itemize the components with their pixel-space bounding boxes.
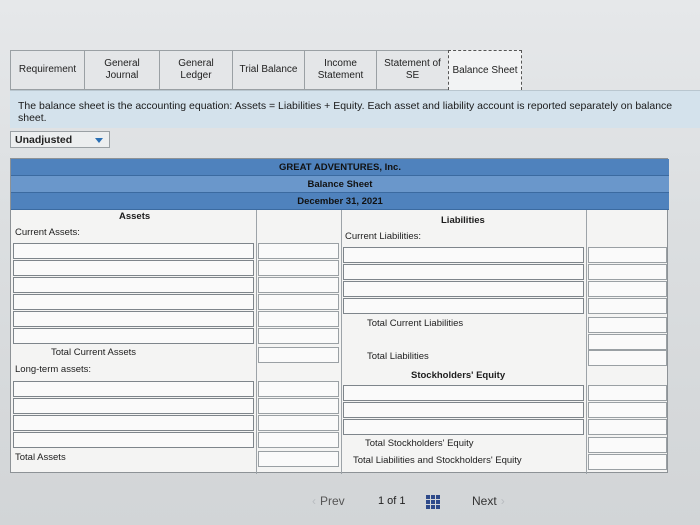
statement-title: Balance Sheet [11, 176, 669, 193]
asset-amount-input[interactable] [258, 277, 339, 293]
total-current-assets-input[interactable] [258, 347, 339, 363]
balance-sheet [10, 158, 668, 473]
asset-account-input[interactable] [13, 294, 254, 310]
equity-amount-input[interactable] [588, 402, 667, 418]
liability-account-input[interactable] [343, 298, 584, 314]
equity-amount-input[interactable] [588, 419, 667, 435]
current-liabilities-label: Current Liabilities: [345, 231, 422, 242]
asset-amount-input[interactable] [258, 311, 339, 327]
tab-requirement[interactable]: Requirement [10, 50, 84, 90]
asset-amount-input[interactable] [258, 294, 339, 310]
total-stockholders-equity-label: Total Stockholders' Equity [365, 438, 474, 449]
liability-amount-input[interactable] [588, 247, 667, 263]
stockholders-equity-header: Stockholders' Equity [411, 370, 506, 381]
page-indicator: 1 of 1 [378, 495, 406, 507]
asset-account-input[interactable] [13, 243, 254, 259]
prev-button[interactable]: ‹ Prev [312, 494, 345, 508]
tab-general-ledger[interactable]: General Ledger [159, 50, 232, 90]
asset-account-input[interactable] [13, 260, 254, 276]
long-term-assets-label: Long-term assets: [15, 364, 92, 375]
chevron-left-icon: ‹ [312, 494, 316, 508]
tab-statement-of-se[interactable]: Statement of SE [376, 50, 448, 90]
liability-account-input[interactable] [343, 264, 584, 280]
asset-account-input[interactable] [13, 328, 254, 344]
pager [300, 490, 530, 514]
total-liabilities-label: Total Liabilities [367, 351, 429, 362]
total-current-liabilities-input[interactable] [588, 317, 667, 333]
liability-amount-input[interactable] [588, 281, 667, 297]
current-assets-label: Current Assets: [15, 227, 80, 238]
instruction-text: The balance sheet is the accounting equation: Assets = Liabilities + Equity. Each asset and liability account is reported separately on balance sheet. [18, 100, 673, 124]
equity-account-input[interactable] [343, 402, 584, 418]
tab-trial-balance[interactable]: Trial Balance [232, 50, 304, 90]
total-assets-label: Total Assets [15, 452, 66, 463]
equity-amount-input[interactable] [588, 385, 667, 401]
asset-account-input[interactable] [13, 398, 254, 414]
company-name: GREAT ADVENTURES, Inc. [11, 159, 669, 176]
grid-icon[interactable] [426, 495, 440, 509]
liability-amount-input[interactable] [588, 298, 667, 314]
total-stockholders-equity-input[interactable] [588, 437, 667, 453]
chevron-right-icon: › [500, 494, 505, 508]
tab-balance-sheet[interactable]: Balance Sheet [448, 50, 522, 90]
tab-bar [10, 50, 522, 90]
asset-account-input[interactable] [13, 311, 254, 327]
total-current-assets-label: Total Current Assets [51, 347, 137, 358]
total-liabilities-and-equity-label: Total Liabilities and Stockholders' Equity [353, 455, 522, 466]
status-dropdown[interactable] [10, 131, 110, 148]
equity-account-input[interactable] [343, 419, 584, 435]
asset-amount-input[interactable] [258, 243, 339, 259]
liabilities-header: Liabilities [441, 215, 485, 226]
asset-amount-input[interactable] [258, 381, 339, 397]
asset-amount-input[interactable] [258, 415, 339, 431]
liability-account-input[interactable] [343, 247, 584, 263]
asset-account-input[interactable] [13, 432, 254, 448]
total-liabilities-and-equity-input[interactable] [588, 454, 667, 470]
total-current-liabilities-label: Total Current Liabilities [367, 318, 464, 329]
liability-account-input[interactable] [343, 281, 584, 297]
asset-account-input[interactable] [13, 415, 254, 431]
chevron-down-icon [95, 138, 103, 143]
liability-amount-input[interactable] [588, 334, 667, 350]
equity-account-input[interactable] [343, 385, 584, 401]
asset-amount-input[interactable] [258, 328, 339, 344]
next-button[interactable]: Next › [472, 494, 505, 508]
divider [341, 210, 342, 474]
divider [586, 210, 587, 474]
statement-date: December 31, 2021 [11, 193, 669, 210]
asset-account-input[interactable] [13, 381, 254, 397]
tab-income-statement[interactable]: Income Statement [304, 50, 376, 90]
dropdown-value: Unadjusted [15, 133, 73, 146]
asset-amount-input[interactable] [258, 398, 339, 414]
tab-general-journal[interactable]: General Journal [84, 50, 159, 90]
asset-account-input[interactable] [13, 277, 254, 293]
asset-amount-input[interactable] [258, 260, 339, 276]
assets-header: Assets [119, 211, 151, 222]
divider [256, 210, 257, 474]
liability-amount-input[interactable] [588, 264, 667, 280]
asset-amount-input[interactable] [258, 432, 339, 448]
total-liabilities-input[interactable] [588, 350, 667, 366]
total-assets-input[interactable] [258, 451, 339, 467]
